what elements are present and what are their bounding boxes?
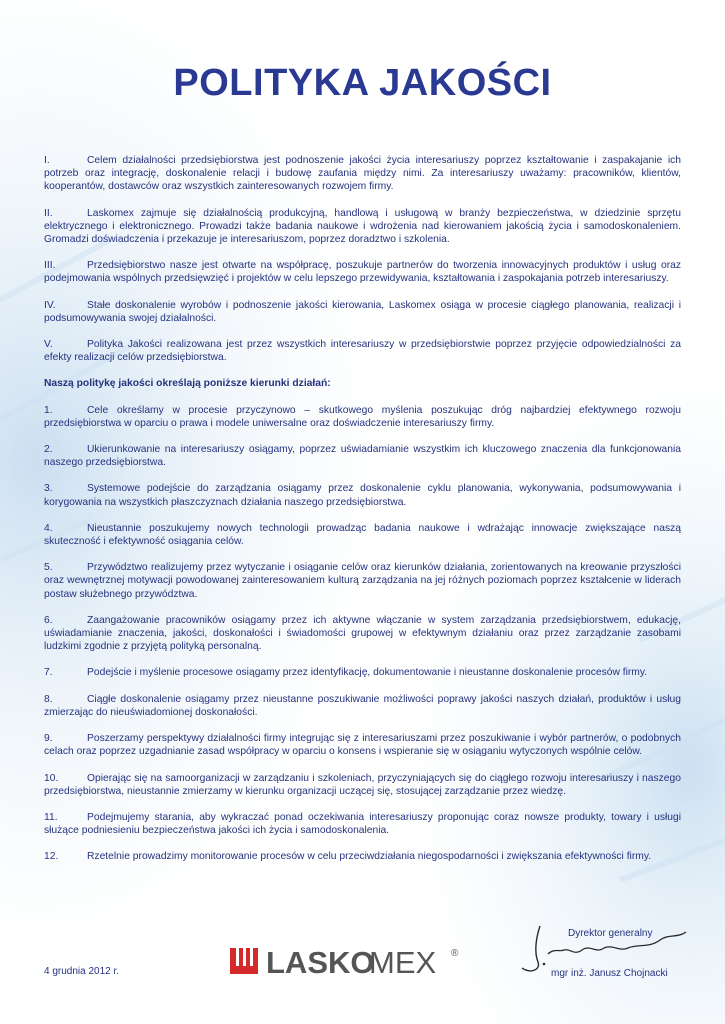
item-number: 7. [44, 667, 53, 679]
direction-item-11 [44, 811, 681, 837]
item-number: 3. [44, 483, 53, 495]
item-number: 11. [44, 811, 58, 823]
direction-item-5 [44, 561, 681, 601]
direction-item-2 [44, 443, 681, 469]
item-text: Zaangażowanie pracowników osiągamy przez ich aktywne włączanie w system zarządzania przedsiębiorstwem, edukację, uświadamianie znaczenia, jakości, doskonałości i świadomości grupowej w efektywnym działaniu oraz przez zarządzanie zasobami ludzkimi zgodnie z przyjętą polityką personalną. [44, 614, 681, 653]
direction-item-10 [44, 772, 681, 798]
document-date: 4 grudnia 2012 r. [44, 966, 120, 977]
item-text: Poszerzamy perspektywy działalności firmy integrując się z interesariuszami przez poszukiwanie i wybór partnerów, o podobnych celach oraz poprzez uzgadnianie zasad współpracy w oparciu o konsens i wspieranie się w osiąganiu wytyczonych wspólnie celów. [44, 733, 681, 758]
item-text: Polityka Jakości realizowana jest przez wszystkich interesariuszy w przedsiębiorstwie poprzez przyjęcie odpowiedzialności za efekty realizacji celów przedsiębiorstwa. [44, 339, 681, 364]
signatory-name: mgr inż. Janusz Chojnacki [551, 968, 668, 979]
direction-item-4 [44, 522, 681, 548]
logo-mark [230, 948, 258, 974]
signatory-title: Dyrektor generalny [568, 928, 653, 939]
item-number: IV. [44, 299, 56, 311]
logo-text-light: MEX [369, 945, 437, 978]
item-number: 9. [44, 733, 53, 745]
item-text: Stałe doskonalenie wyrobów i podnoszenie jakości kierowania, Laskomex osiąga w procesie ciągłego planowania, realizacji i podsumowywania swojej działalności. [44, 299, 681, 324]
item-number: 5. [44, 562, 53, 574]
item-text: Systemowe podejście do zarządzania osiągamy przez doskonalenie cyklu planowania, wykonywania, podsumowywania i korygowania na wszystkich płaszczyznach działania naszego przedsiębiorstwa. [44, 483, 681, 508]
roman-item-5 [44, 338, 681, 364]
item-number: III. [44, 260, 56, 272]
direction-item-9 [44, 732, 681, 758]
item-number: I. [44, 155, 50, 166]
page-title: POLITYKA JAKOŚCI [173, 62, 552, 104]
item-text: Cele określamy w procesie przyczynowo – skutkowego myślenia poszukując dróg najbardziej efektywnego rozwoju przedsiębiorstwa w oparciu o prawa i modele uniwersalne oraz doświadczenie interesariuszy firmy. [44, 404, 681, 429]
item-number: 2. [44, 444, 53, 456]
item-text: Ciągłe doskonalenie osiągamy przez nieustanne poszukiwanie możliwości poprawy jakości naszych działań, produktów i usług zmierzając do nieuświadomionej doskonałości. [44, 693, 681, 718]
item-number: 4. [44, 522, 53, 534]
item-text: Podejście i myślenie procesowe osiągamy przez identyfikację, dokumentowanie i nieustanne doskonalenie procesów firmy. [87, 667, 648, 679]
item-number: 12. [44, 851, 59, 863]
laskomex-logo-icon [228, 942, 464, 978]
item-text: Przywództwo realizujemy przez wytyczanie i osiąganie celów oraz kierunków działania, zorientowanych na kreowanie przyszłości oraz wewnętrznej motywacji powodowanej zainteresowaniem kulturą zarządzania na jej różnych poziomach poprzez kształcenie w liderach postaw służebnego przywództwa. [44, 562, 681, 600]
item-text: Podejmujemy starania, aby wykraczać ponad oczekiwania interesariuszy proponując coraz nowsze produkty, towary i usługi służące podniesieniu bezpieczeństwa jakości ich życia i samodoskonalenia. [44, 811, 681, 837]
direction-item-8 [44, 693, 681, 719]
item-text: Przedsiębiorstwo nasze jest otwarte na współpracę, poszukuje partnerów do tworzenia innowacyjnych produktów i usług oraz podejmowania wspólnych przedsięwzięć i projektów w celu lepszego przewidywania, kształtowania i zaspokajania potrzeb interesariuszy. [44, 260, 681, 285]
directions-heading: Naszą politykę jakości określają poniższe kierunki działań: [44, 378, 331, 390]
item-text: Rzetelnie prowadzimy monitorowanie procesów w celu przeciwdziałania niegospodarności i zwiększania efektywności firmy. [87, 851, 652, 863]
item-text: Laskomex zajmuje się działalnością produkcyjną, handlową i usługową w branży bezpieczeństwa, w dziedzinie sprzętu elektrycznego i elektronicznego. Prowadzi także badania naukowe i wdrożenia nad kierowaniem jakością życia i samodoskonaleniem. Gromadzi doświadczenia i przekazuje je interesariuszom, poprzez doradztwo i szkolenia. [44, 207, 681, 246]
item-number: II. [44, 207, 53, 219]
roman-item-3 [44, 259, 681, 285]
item-text: Opierając się na samoorganizacji w zarządzaniu i szkoleniach, przyczyniających się do ciągłego rozwoju interesariuszy i naszego przedsiębiorstwa, nieustannie zmierzamy w kierunku organizacji uczącej się, stosującej zarządzanie przez wiedzę. [44, 772, 681, 797]
item-number: 6. [44, 614, 53, 626]
item-number: 1. [44, 404, 53, 416]
roman-item-2 [44, 207, 681, 247]
logo-text-bold: LASKO [266, 945, 375, 978]
item-text: Celem działalności przedsiębiorstwa jest podnoszenie jakości życia interesariuszy poprzez kształtowanie i zaspakajanie ich potrzeb oraz integrację, doskonalenie relacji i budowę zaufania między nimi. Za interesariuszy uważamy: pracowników, klientów, kooperantów, dostawców oraz wszystkich zainteresowanych rozwojem firmy. [44, 155, 681, 193]
item-text: Nieustannie poszukujemy nowych technologii prowadząc badania naukowe i wdrażając innowacje zwiększające naszą skuteczność i efektywność osiągania celów. [44, 522, 681, 548]
direction-item-3 [44, 482, 681, 508]
logo-registered-mark: ® [451, 948, 459, 959]
item-number: 8. [44, 693, 53, 705]
direction-item-1 [44, 404, 681, 430]
policy-body [44, 154, 681, 877]
direction-item-12 [44, 850, 681, 863]
item-number: V. [44, 339, 53, 351]
item-number: 10. [44, 772, 59, 784]
roman-item-1 [44, 154, 681, 194]
roman-item-4 [44, 299, 681, 325]
item-text: Ukierunkowanie na interesariuszy osiągamy, poprzez uświadamianie wszystkim ich kluczowego znaczenia dla funkcjonowania naszego przedsiębiorstwa. [44, 444, 681, 469]
direction-item-7 [44, 666, 681, 679]
direction-item-6 [44, 614, 681, 654]
